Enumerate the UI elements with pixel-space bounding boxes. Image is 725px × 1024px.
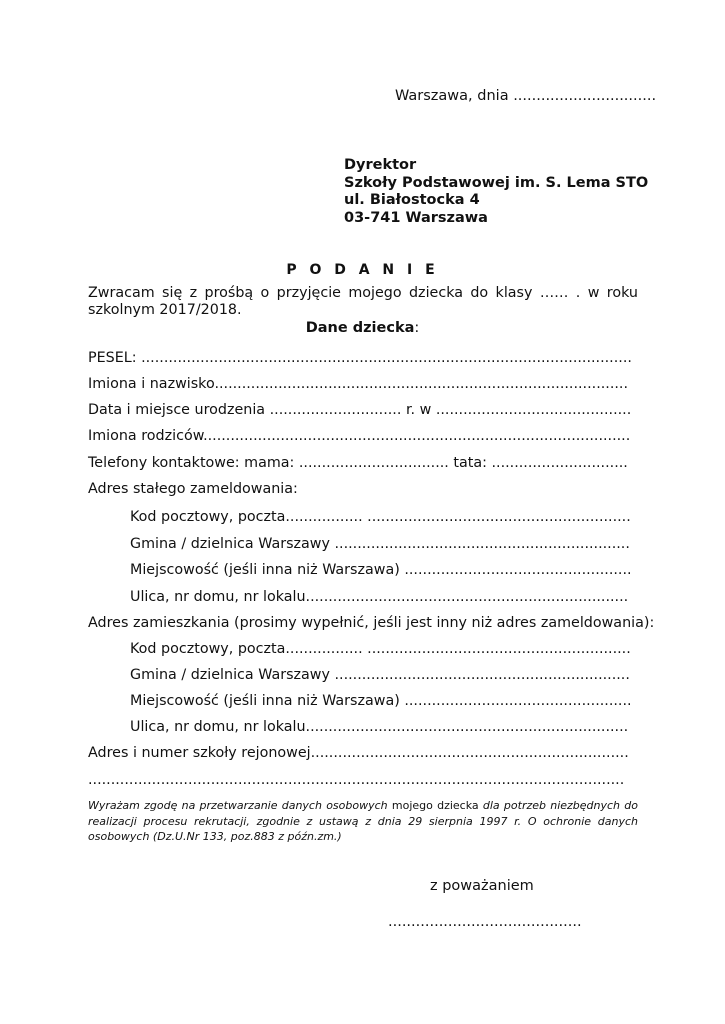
field-contact-phones: Telefony kontaktowe: mama: ................................. tata: .............................. xyxy=(88,455,628,471)
section-heading xyxy=(0,320,725,336)
field-residence-postal-code: Kod pocztowy, poczta................. .......................................................... xyxy=(130,641,631,657)
field-full-name: Imiona i nazwisko........................................................................................... xyxy=(88,376,629,392)
field-registered-district: Gmina / dzielnica Warszawy ................................................................. xyxy=(130,536,630,552)
addressee-line-city: 03-741 Warszawa xyxy=(344,209,488,226)
field-district-school: Adres i numer szkoły rejonowej...................................................................... xyxy=(88,745,629,761)
addressee-line-street: ul. Białostocka 4 xyxy=(344,192,480,208)
section-heading-label: Dane dziecka xyxy=(305,320,415,336)
field-residence-district: Gmina / dzielnica Warszawy ................................................................. xyxy=(130,667,630,683)
field-residence-address-heading: Adres zamieszkania (prosimy wypełnić, jeśli jest inny niż adres zameldowania): xyxy=(88,615,655,631)
addressee-block xyxy=(344,157,648,227)
consent-part-3: dla potrzeb niezbędnych do realizacji procesu rekrutacji, zgodnie z ustawą z dnia 29 sierpnia 1997 r. O ochronie danych osobowych (Dz.U.Nr 133, poz.883 z późn.zm.) xyxy=(88,799,638,843)
consent-part-1: Wyrażam zgodę na przetwarzanie danych osobowych xyxy=(88,799,388,812)
field-pesel: PESEL: ............................................................................................................ xyxy=(88,350,632,366)
addressee-line-school: Szkoły Podstawowej im. S. Lema STO xyxy=(344,174,649,191)
signature-line: .......................................... xyxy=(388,914,582,930)
field-registered-street: Ulica, nr domu, nr lokalu....................................................................... xyxy=(130,589,629,605)
consent-clause xyxy=(88,798,638,845)
field-registered-address-heading: Adres stałego zameldowania: xyxy=(88,481,298,497)
consent-part-2: mojego dziecka xyxy=(387,799,483,812)
field-birth-date-place: Data i miejsce urodzenia ............................. r. w ........................................... xyxy=(88,402,632,418)
document-title: P O D A N I E xyxy=(286,262,439,278)
field-residence-street: Ulica, nr domu, nr lokalu....................................................................... xyxy=(130,719,629,735)
addressee-line-title: Dyrektor xyxy=(344,157,417,173)
field-residence-locality: Miejscowość (jeśli inna niż Warszawa) .................................................. xyxy=(130,693,632,709)
section-heading-colon: : xyxy=(414,320,420,336)
field-parents-names: Imiona rodziców.............................................................................................. xyxy=(88,428,631,444)
closing-regards: z poważaniem xyxy=(430,878,534,894)
field-registered-locality: Miejscowość (jeśli inna niż Warszawa) .................................................. xyxy=(130,562,632,578)
field-registered-postal-code: Kod pocztowy, poczta................. .......................................................... xyxy=(130,509,631,525)
date-line: Warszawa, dnia ............................... xyxy=(395,88,657,104)
field-extra-line: ...................................................................................................................... xyxy=(88,772,625,788)
intro-paragraph: Zwracam się z prośbą o przyjęcie mojego dziecka do klasy …… . w roku szkolnym 2017/2018. xyxy=(88,285,638,318)
